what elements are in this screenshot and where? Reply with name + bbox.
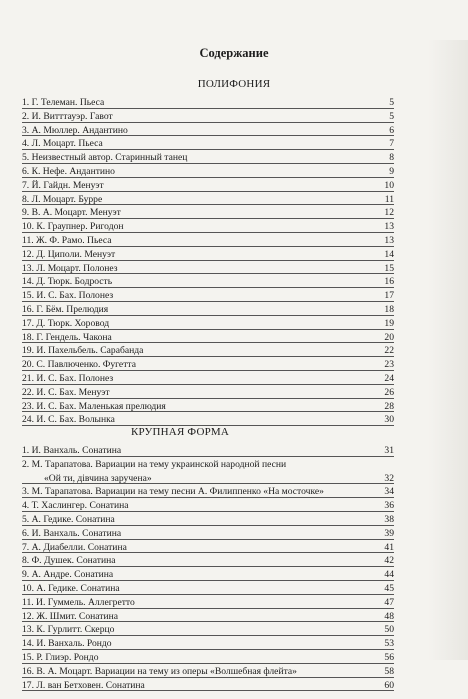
toc-entry-title: 14. И. Ванхаль. Рондо <box>22 638 112 650</box>
toc-entry-title: 9. А. Андре. Сонатина <box>22 569 114 581</box>
contents-title: Содержание <box>199 46 269 60</box>
toc-entry-title: 14. Д. Тюрк. Бодрость <box>22 276 113 288</box>
toc-entry <box>22 248 394 262</box>
toc-entry <box>22 206 394 220</box>
toc-entry <box>22 151 394 165</box>
toc-entry <box>22 665 394 679</box>
toc-entry <box>22 485 394 499</box>
toc-entry <box>22 358 394 372</box>
toc-entry-title: 18. Г. Гендель. Чакона <box>22 331 112 343</box>
toc-entry <box>22 220 394 234</box>
toc-entry-title: 5. Неизвестный автор. Старинный танец <box>22 152 188 164</box>
toc-entry-title: 12. Ж. Шмит. Сонатина <box>22 610 118 622</box>
toc-entry-page-number: 30 <box>384 414 394 426</box>
toc-entry-page-number: 60 <box>384 679 394 691</box>
toc-entry <box>22 596 394 610</box>
toc-entry <box>22 637 394 651</box>
toc-entry-page-number: 44 <box>384 569 394 581</box>
toc-entry <box>22 472 394 486</box>
toc-entry <box>22 331 394 345</box>
toc-entry-page-number: 8 <box>389 152 394 164</box>
toc-entry-page-number: 6 <box>389 124 394 136</box>
toc-entry <box>22 289 394 303</box>
toc-entry <box>22 651 394 665</box>
toc-entry-page-number: 31 <box>384 445 394 456</box>
toc-entry <box>22 124 394 138</box>
toc-entry-page-number: 16 <box>384 276 394 288</box>
toc-entry-page-number: 13 <box>384 234 394 246</box>
toc-entry-title: 13. К. Гурлитт. Скерцо <box>22 624 115 636</box>
toc-entry-title: 23. И. С. Бах. Маленькая прелюдия <box>22 400 166 412</box>
toc-entry-title: 19. И. Пахельбель. Сарабанда <box>22 345 144 357</box>
section-heading-large-form: КРУПНАЯ ФОРМА <box>130 426 230 438</box>
toc-entry-page-number: 14 <box>384 248 394 260</box>
toc-entry-page-number: 39 <box>384 527 394 539</box>
toc-entry-page-number: 38 <box>384 513 394 525</box>
toc-entry <box>22 137 394 151</box>
toc-entry-title: 8. Л. Моцарт. Бурре <box>22 193 103 205</box>
toc-entry-title: 1. И. Ванхаль. Сонатина <box>22 445 122 456</box>
toc-entry <box>22 610 394 624</box>
toc-entry-page-number: 24 <box>384 372 394 384</box>
toc-entry-title: 12. Д. Циполи. Менуэт <box>22 248 116 260</box>
toc-entry-title: 3. А. Мюллер. Андантино <box>22 124 128 136</box>
toc-entry-page-number: 32 <box>384 472 394 484</box>
toc-entry-title: 7. Й. Гайдн. Менуэт <box>22 179 104 191</box>
toc-entry-page-number: 17 <box>384 290 394 302</box>
toc-entry-title: 22. И. С. Бах. Менуэт <box>22 386 110 398</box>
toc-entry-page-number: 26 <box>384 386 394 398</box>
toc-entry-title: 2. М. Тарапатова. Вариации на тему украинской народной песни <box>22 458 287 470</box>
toc-entry <box>22 262 394 276</box>
toc-entry-page-number: 56 <box>384 651 394 663</box>
toc-entry-title: 7. А. Диабелли. Сонатина <box>22 541 127 553</box>
toc-entry-page-number: 23 <box>384 359 394 371</box>
toc-entry-title: 6. И. Ванхаль. Сонатина <box>22 527 122 539</box>
toc-entry-page-number: 7 <box>389 138 394 150</box>
toc-entry-page-number: 5 <box>389 110 394 122</box>
toc-entry-page-number: 10 <box>384 179 394 191</box>
toc-entry-page-number: 11 <box>384 193 394 205</box>
toc-entry-title: 9. В. А. Моцарт. Менуэт <box>22 207 121 219</box>
toc-entry <box>22 513 394 527</box>
toc-entry-page-number: 20 <box>384 331 394 343</box>
toc-entry <box>22 444 394 458</box>
toc-entry-title: 17. Л. ван Бетховен. Сонатина <box>22 679 145 691</box>
toc-entry <box>22 400 394 414</box>
toc-entry <box>22 372 394 386</box>
toc-entry-page-number: 36 <box>384 500 394 512</box>
toc-entry-title: 2. И. Витттауэр. Гавот <box>22 110 113 122</box>
toc-entry-page-number: 19 <box>384 317 394 329</box>
toc-entry-title: 4. Л. Моцарт. Пьеса <box>22 138 103 150</box>
toc-entry <box>22 344 394 358</box>
toc-entry-page-number: 45 <box>384 582 394 594</box>
toc-entry-page-number: 5 <box>389 97 394 108</box>
toc-entry <box>22 386 394 400</box>
toc-entry <box>22 317 394 331</box>
toc-entry-title: 4. Т. Хаслингер. Сонатина <box>22 500 129 512</box>
toc-entry <box>22 582 394 596</box>
toc-entry-title: 20. С. Павлюченко. Фугетта <box>22 359 136 371</box>
toc-entry <box>22 165 394 179</box>
toc-entry-page-number: 48 <box>384 610 394 622</box>
polyphony-list <box>22 96 394 427</box>
toc-entry <box>22 568 394 582</box>
toc-entry-page-number: 13 <box>384 221 394 233</box>
toc-entry <box>22 623 394 637</box>
toc-entry-page-number: 34 <box>384 486 394 498</box>
toc-entry-page-number: 58 <box>384 665 394 677</box>
toc-entry <box>22 303 394 317</box>
toc-entry-title: 10. А. Гедике. Сонатина <box>22 582 120 594</box>
toc-entry <box>22 96 394 110</box>
toc-entry-page-number: 41 <box>384 541 394 553</box>
toc-entry <box>22 499 394 513</box>
toc-entry <box>22 110 394 124</box>
toc-entry-title: 13. Л. Моцарт. Полонез <box>22 262 118 274</box>
toc-entry-page-number: 12 <box>384 207 394 219</box>
toc-entry-title: «Ой ти, дівчина заручена» <box>44 472 152 484</box>
toc-entry-page-number: 18 <box>384 303 394 315</box>
toc-entry-title: 3. М. Тарапатова. Вариации на тему песни А. Филиппенко «На мосточке» <box>22 486 324 498</box>
toc-entry-page-number: 9 <box>389 165 394 177</box>
toc-entry-page-number: 15 <box>384 262 394 274</box>
toc-entry <box>22 193 394 207</box>
toc-entry-title: 21. И. С. Бах. Полонез <box>22 372 114 384</box>
toc-entry <box>22 275 394 289</box>
toc-entry <box>22 527 394 541</box>
toc-entry-title: 16. В. А. Моцарт. Вариации на тему из оперы «Волшебная флейта» <box>22 665 297 677</box>
large-form-list <box>22 444 394 692</box>
toc-entry-title: 5. А. Гедике. Сонатина <box>22 513 115 525</box>
toc-entry-title: 11. Ж. Ф. Рамо. Пьеса <box>22 234 112 246</box>
toc-entry <box>22 541 394 555</box>
toc-entry-title: 11. И. Гуммель. Аллегретто <box>22 596 135 608</box>
toc-entry-title: 15. Р. Глиэр. Рондо <box>22 651 99 663</box>
toc-entry <box>22 179 394 193</box>
toc-entry-title: 24. И. С. Бах. Волынка <box>22 414 115 426</box>
toc-entry <box>22 234 394 248</box>
toc-entry-title: 1. Г. Телеман. Пьеса <box>22 97 105 108</box>
toc-entry <box>22 458 394 472</box>
toc-entry <box>22 679 394 693</box>
toc-entry-title: 8. Ф. Душек. Сонатина <box>22 555 116 567</box>
page-edge-shadow <box>428 40 468 660</box>
toc-entry-title: 15. И. С. Бах. Полонез <box>22 290 114 302</box>
toc-entry-title: 10. К. Граупнер. Ригодон <box>22 221 124 233</box>
toc-entry-page-number: 47 <box>384 596 394 608</box>
toc-entry-page-number: 22 <box>384 345 394 357</box>
section-heading-polyphony: ПОЛИФОНИЯ <box>197 78 271 90</box>
toc-entry-title: 16. Г. Бём. Прелюдия <box>22 303 109 315</box>
toc-entry-title: 6. К. Нефе. Андантино <box>22 165 115 177</box>
toc-entry-title: 17. Д. Тюрк. Хоровод <box>22 317 110 329</box>
toc-entry <box>22 554 394 568</box>
toc-entry-page-number: 42 <box>384 555 394 567</box>
toc-entry-page-number: 50 <box>384 624 394 636</box>
toc-entry-page-number: 53 <box>384 638 394 650</box>
toc-entry-page-number: 28 <box>384 400 394 412</box>
